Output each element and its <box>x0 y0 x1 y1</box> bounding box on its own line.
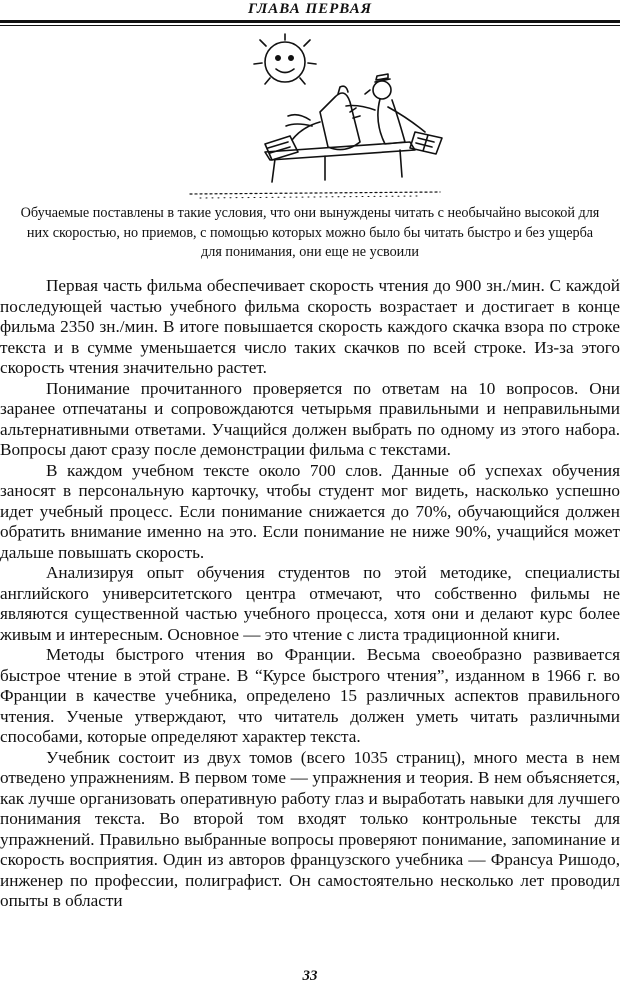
header-rule-thick <box>0 20 620 23</box>
paragraph: Первая часть фильма обеспечивает скорость чтения до 900 зн./мин. С каждой последующей частью учебного фильма скорость возрастает и достигает в конце фильма 2350 зн./мин. В итоге повышается скорость каждого скачка взора по строке текста и в сумме уменьшается число таких скачков по всей строке. Из-за этого скорость чтения значительно растет. <box>0 276 620 377</box>
paragraph: Анализируя опыт обучения студентов по этой методике, специалисты английского университетского центра отмечают, что собственно фильмы не являются существенной частью учебного процесса, хотя они и делают курс более живым и интересным. Основное — это чтение с листа традиционной книги. <box>0 563 620 644</box>
page-number: 33 <box>302 968 318 984</box>
illustration-caption: Обучаемые поставлены в такие условия, что они вынуждены читать с необычайно высокой для них скоростью, но приемов, с помощью которых можно было бы читать быстро и без ущерба для понимания, они еще не усвоили <box>20 205 600 261</box>
paragraph: В каждом учебном тексте около 700 слов. Данные об успехах обучения заносят в персональную карточку, чтобы студент мог видеть, насколько успешно идет учебный процесс. Если понимание снижается до 70%, обучающийся должен обратить внимание именно на это. Если понимание не ниже 90%, учащийся может дальше повышать скорость. <box>0 460 620 562</box>
paragraph: Учебник состоит из двух томов (всего 1035 страниц), много места в нем отведено упражнениям. В первом томе — упражнения и теория. В нем объясняется, как лучше организовать оперативную работу глаз и выработать навыки для лучшего понимания текста. Во второй том входят только контрольные тексты для упражнений. Правильно выбранные вопросы проверяют понимание, запоминание и скорость восприятия. Один из авторов французского учебника — Франсуа Ришодо, инженер по профессии, полиграфист. Он самостоятельно несколько лет проводил опыты в области <box>0 747 620 910</box>
chapter-title: ГЛАВА ПЕРВАЯ <box>247 1 373 17</box>
body-text <box>0 276 620 912</box>
sun-icon <box>254 34 316 84</box>
paragraph: Понимание прочитанного проверяется по ответам на 10 вопросов. Они заранее отпечатаны и сопровождаются четырьмя правильными и неправильными альтернативными ответами. Учащийся должен выбрать по одному из этого набора. Вопросы дают сразу после демонстрации фильма с текстами. <box>0 378 620 459</box>
header-rule-thin <box>0 25 620 26</box>
running-header <box>0 0 620 30</box>
cartoon-sun-and-speed-readers-illustration <box>170 32 460 204</box>
paragraph: Методы быстрого чтения во Франции. Весьма своеобразно развивается быстрое чтение в этой стране. В “Курсе быстрого чтения”, изданном в 1966 г. во Франции в качестве учебника, определено 15 различных аспектов правильного чтения. Ученые утверждают, что читатель должен уметь читать различными способами, которые определяют характер текста. <box>0 645 620 746</box>
